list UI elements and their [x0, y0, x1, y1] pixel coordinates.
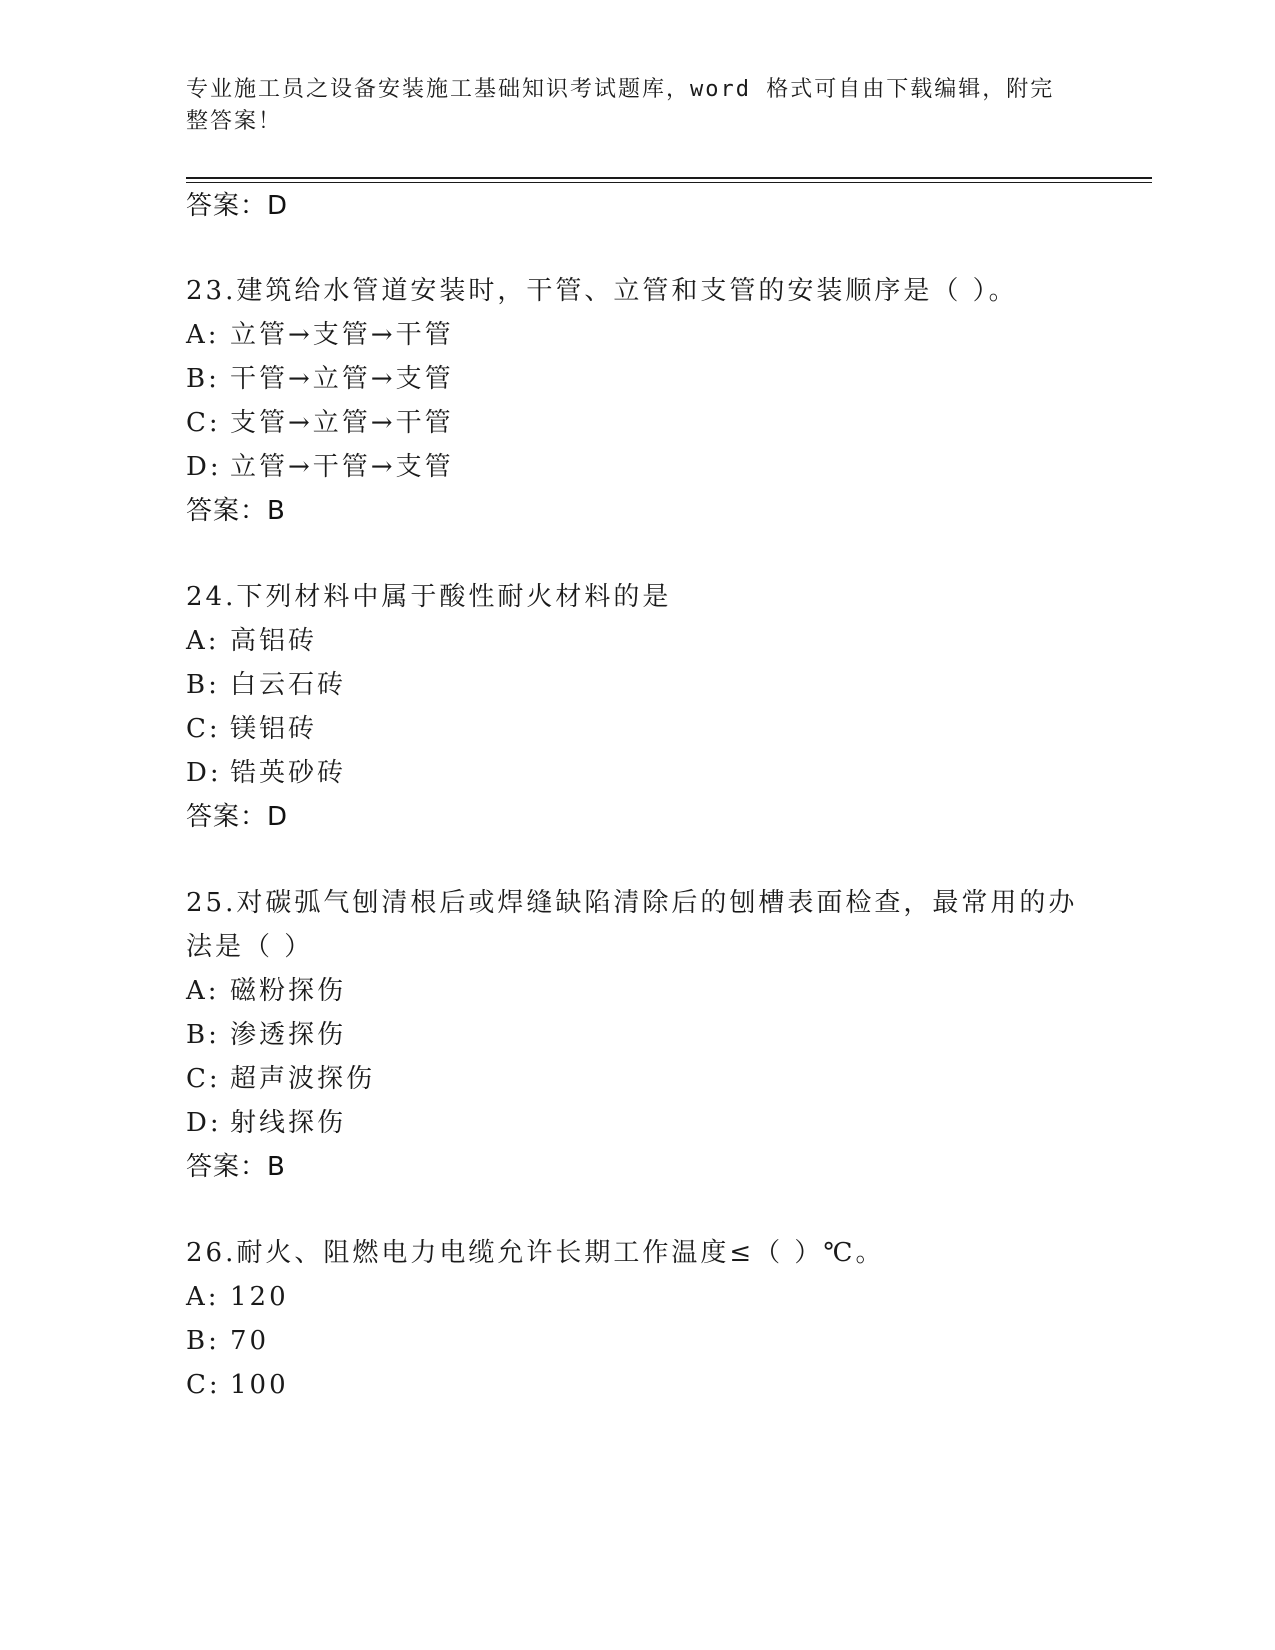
document-header [186, 74, 1066, 138]
question-24-option-c [186, 712, 317, 746]
option-text: 镁铝砖 [230, 714, 318, 744]
question-24-option-b [186, 668, 346, 702]
option-letter: A: [186, 626, 220, 656]
question-25-stem-line-1: 25.对碳弧气刨清根后或焊缝缺陷清除后的刨槽表面检查，最常用的办 [186, 888, 1078, 918]
question-24-stem: 24.下列材料中属于酸性耐火材料的是 [186, 582, 672, 612]
question-26-option-c [186, 1368, 289, 1402]
option-text: 干管→立管→支管 [230, 364, 454, 394]
question-26-option-a [186, 1280, 289, 1314]
option-text: 锆英砂砖 [230, 758, 347, 788]
question-24-option-a [186, 624, 317, 658]
option-letter: D: [186, 758, 222, 788]
question-23-stem: 23.建筑给水管道安装时，干管、立管和支管的安装顺序是（ ）。 [186, 276, 1018, 306]
option-text: 70 [230, 1326, 270, 1356]
option-letter: B: [186, 1326, 220, 1356]
option-text: 120 [230, 1282, 289, 1312]
option-letter: C: [186, 714, 221, 744]
question-23-option-b [186, 362, 454, 396]
option-text: 100 [230, 1370, 289, 1400]
option-letter: D: [186, 452, 222, 482]
option-letter: D: [186, 1108, 222, 1138]
option-letter: B: [186, 1020, 220, 1050]
header-line-2: 整答案！ [186, 109, 283, 134]
answer-q25: 答案：B [186, 1152, 286, 1182]
answer-q22: 答案：D [186, 191, 289, 221]
question-26-option-b [186, 1324, 269, 1358]
option-text: 支管→立管→干管 [230, 408, 454, 438]
header-line-1: 专业施工员之设备安装施工基础知识考试题库，word 格式可自由下载编辑，附完 [186, 77, 1055, 102]
option-letter: A: [186, 1282, 220, 1312]
question-25-option-b [186, 1018, 346, 1052]
option-letter: C: [186, 1370, 221, 1400]
option-text: 高铝砖 [230, 626, 318, 656]
question-25-option-a [186, 974, 346, 1008]
option-text: 渗透探伤 [230, 1020, 347, 1050]
option-text: 超声波探伤 [230, 1064, 376, 1094]
option-letter: C: [186, 408, 221, 438]
option-letter: C: [186, 1064, 221, 1094]
option-text: 立管→支管→干管 [230, 320, 454, 350]
option-letter: A: [186, 320, 220, 350]
option-text: 白云石砖 [230, 670, 347, 700]
question-23-option-a [186, 318, 454, 352]
option-text: 立管→干管→支管 [230, 452, 454, 482]
question-25-stem-line-2: 法是（ ） [186, 932, 314, 962]
question-25-option-d [186, 1106, 346, 1140]
question-23-option-d [186, 450, 454, 484]
option-letter: B: [186, 670, 220, 700]
option-text: 射线探伤 [230, 1108, 347, 1138]
option-letter: B: [186, 364, 220, 394]
question-24-option-d [186, 756, 346, 790]
question-23-option-c [186, 406, 454, 440]
answer-q24: 答案：D [186, 802, 289, 832]
option-letter: A: [186, 976, 220, 1006]
header-rule-thin [186, 182, 1152, 183]
question-26-stem: 26.耐火、阻燃电力电缆允许长期工作温度≤（ ）℃。 [186, 1238, 885, 1268]
answer-q23: 答案：B [186, 496, 286, 526]
option-text: 磁粉探伤 [230, 976, 347, 1006]
header-rule-thick [186, 177, 1152, 179]
question-25-option-c [186, 1062, 375, 1096]
